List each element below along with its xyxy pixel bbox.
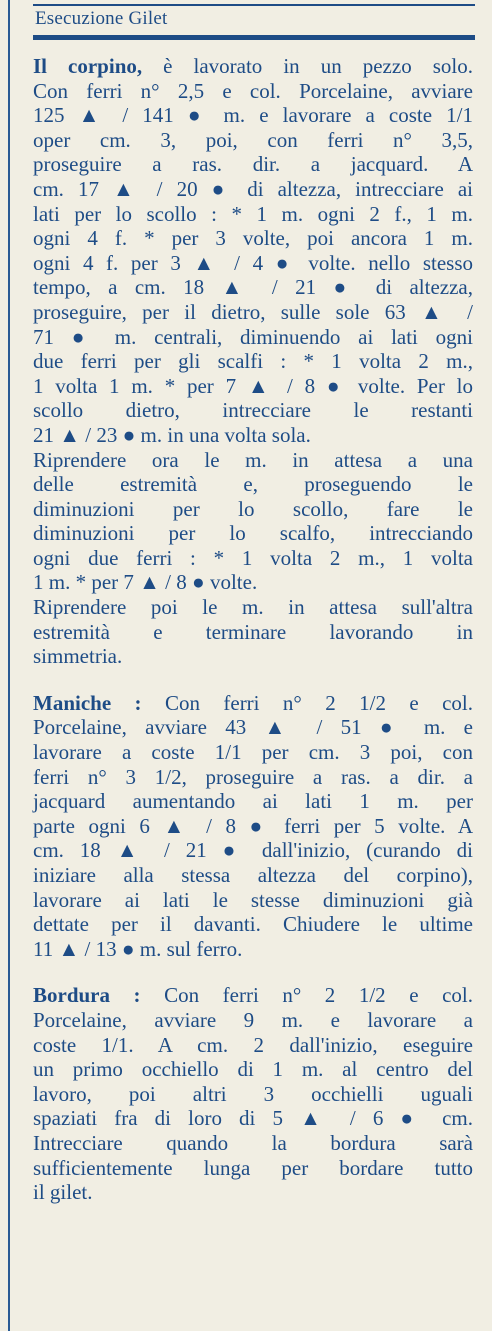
- text-line: il gilet.: [33, 1180, 93, 1205]
- text-line: 1 volta 1 m. * per 7 ▲ / 8 ● volte. Per lo: [33, 373, 473, 398]
- text-line: due ferri per gli scalfi : * 1 volta 2 m.,: [33, 349, 473, 374]
- text-line: ogni 4 f. per 3 ▲ / 4 ● volte. nello stesso: [33, 250, 473, 275]
- text-line: 125 ▲ / 141 ● m. e lavorare a coste 1/1: [33, 103, 473, 128]
- instructions-body: [33, 54, 473, 1205]
- text-line: Riprendere poi le m. in attesa sull'altra: [33, 595, 473, 620]
- text-line: spaziati fra di loro di 5 ▲ / 6 ● cm.: [33, 1106, 473, 1131]
- text-line: sufficientemente lunga per bordare tutto: [33, 1155, 473, 1180]
- text-line: delle estremità e, proseguendo le: [33, 472, 473, 497]
- text-line: 71 ● m. centrali, diminuendo ai lati ogni: [33, 324, 473, 349]
- page-edge-line: [8, 0, 10, 1331]
- text-line: ferri n° 3 1/2, proseguire a ras. a dir. a: [33, 764, 473, 789]
- text-line: lavorare a coste 1/1 per cm. 3 poi, con: [33, 740, 473, 765]
- text-line: Con ferri n° 2,5 e col. Porcelaine, avviare: [33, 78, 473, 103]
- text-line: Riprendere ora le m. in attesa a una: [33, 447, 473, 472]
- text-line: Porcelaine, avviare 43 ▲ / 51 ● m. e: [33, 715, 473, 740]
- text-line: lati per lo scollo : * 1 m. ogni 2 f., 1 m.: [33, 201, 473, 226]
- text-line: ogni 4 f. * per 3 volte, poi ancora 1 m.: [33, 226, 473, 251]
- text-line: parte ogni 6 ▲ / 8 ● ferri per 5 volte. A: [33, 813, 473, 838]
- text-line: coste 1/1. A cm. 2 dall'inizio, eseguire: [33, 1032, 473, 1057]
- maniche-paragraph: [33, 691, 473, 962]
- paragraph-gap: [33, 669, 473, 691]
- text-line: scollo dietro, intrecciare le restanti: [33, 398, 473, 423]
- text-line: dettate per il davanti. Chiudere le ultime: [33, 912, 473, 937]
- text-line: tempo, a cm. 18 ▲ / 21 ● di altezza,: [33, 275, 473, 300]
- text-line: cm. 17 ▲ / 20 ● di altezza, intrecciare ai: [33, 176, 473, 201]
- text-line: Bordura : Con ferri n° 2 1/2 e col.: [33, 983, 474, 1008]
- text-line: estremità e terminare lavorando in: [33, 619, 473, 644]
- text-line: diminuzioni per lo scollo, fare le: [33, 496, 473, 521]
- text-line: 21 ▲ / 23 ● m. in una volta sola.: [33, 422, 311, 447]
- section-header: Esecuzione Gilet: [35, 8, 168, 29]
- text-line: Porcelaine, avviare 9 m. e lavorare a: [33, 1007, 473, 1032]
- text-line: un primo occhiello di 1 m. al centro del: [33, 1057, 473, 1082]
- text-line: ogni due ferri : * 1 volta 2 m., 1 volta: [33, 545, 473, 570]
- text-line: oper cm. 3, poi, con ferri n° 3,5,: [33, 127, 473, 152]
- section-heading: Maniche :: [33, 690, 142, 715]
- text-line: proseguire, per il dietro, sulle sole 63 ▲ /: [33, 299, 473, 324]
- text-line: Il corpino, è lavorato in un pezzo solo.: [33, 54, 473, 78]
- text-line: Intrecciare quando la bordura sarà: [33, 1130, 473, 1155]
- paragraph-gap: [33, 961, 473, 983]
- text-line: diminuzioni per lo scalfo, intrecciando: [33, 521, 473, 546]
- text-line: proseguire a ras. dir. a jacquard. A: [33, 152, 473, 177]
- section-heading: Il corpino,: [33, 54, 143, 78]
- text-line: iniziare alla stessa altezza del corpino),: [33, 863, 473, 887]
- corpino-paragraph: [33, 54, 473, 669]
- text-line: jacquard aumentando ai lati 1 m. per: [33, 789, 473, 814]
- header-rule: [33, 35, 475, 40]
- section-heading: Bordura :: [33, 983, 141, 1008]
- bordura-paragraph: [33, 983, 473, 1204]
- text-line: 11 ▲ / 13 ● m. sul ferro.: [33, 936, 243, 961]
- top-rule: [33, 4, 475, 6]
- text-line: simmetria.: [33, 644, 123, 669]
- text-line: 1 m. * per 7 ▲ / 8 ● volte.: [33, 570, 258, 595]
- text-line: Maniche : Con ferri n° 2 1/2 e col.: [33, 690, 473, 715]
- text-line: cm. 18 ▲ / 21 ● dall'inizio, (curando di: [33, 838, 473, 863]
- text-line: lavorare ai lati le stesse diminuzioni già: [33, 887, 473, 912]
- text-line: lavoro, poi altri 3 occhielli uguali: [33, 1081, 473, 1106]
